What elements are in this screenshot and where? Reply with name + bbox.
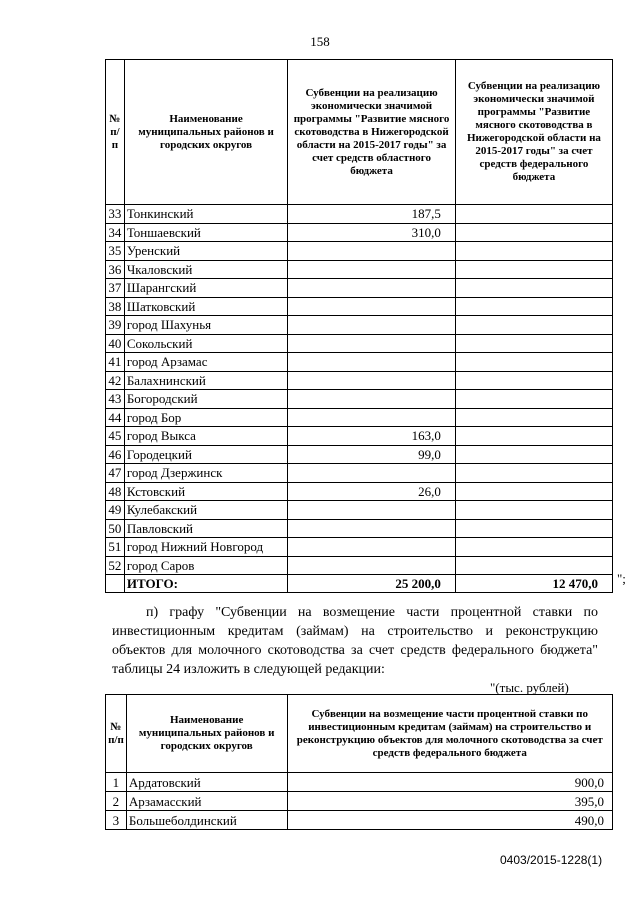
table-row bbox=[106, 260, 613, 279]
table-row bbox=[106, 445, 613, 464]
table-row bbox=[106, 538, 613, 557]
row-name: Кулебакский bbox=[124, 501, 287, 520]
row-name: город Выкса bbox=[124, 427, 287, 446]
header-num: № п/п bbox=[106, 60, 125, 205]
row-name: Тоншаевский bbox=[124, 223, 287, 242]
total-row bbox=[106, 575, 613, 593]
row-num: 34 bbox=[106, 223, 125, 242]
row-num: 52 bbox=[106, 556, 125, 575]
row-num: 33 bbox=[106, 205, 125, 224]
row-federal bbox=[455, 538, 612, 557]
row-name: Кстовский bbox=[124, 482, 287, 501]
subsidy-table-dairy-cattle bbox=[105, 694, 613, 830]
row-name: Шатковский bbox=[124, 297, 287, 316]
total-federal: 12 470,0 bbox=[455, 575, 612, 593]
row-federal bbox=[455, 223, 612, 242]
amendment-text: п) графу "Субвенции на возмещение части процентной ставки по инвестиционным кредитам (займам) на строительство и реконструкцию объектов для молочного скотоводства за счет средств федерального бюджета" таблицы 24 изложить в следующей редакции: bbox=[112, 605, 598, 677]
row-name: Ардатовский bbox=[126, 773, 287, 792]
row-federal bbox=[455, 482, 612, 501]
row-value: 490,0 bbox=[287, 811, 613, 830]
row-federal bbox=[455, 427, 612, 446]
row-num: 44 bbox=[106, 408, 125, 427]
row-num: 35 bbox=[106, 242, 125, 261]
units-label: "(тыс. рублей) bbox=[490, 680, 569, 695]
row-num: 40 bbox=[106, 334, 125, 353]
row-name: Арзамасский bbox=[126, 792, 287, 811]
row-regional bbox=[288, 242, 456, 261]
total-label: ИТОГО: bbox=[124, 575, 287, 593]
row-num: 41 bbox=[106, 353, 125, 372]
row-name: город Саров bbox=[124, 556, 287, 575]
row-num: 38 bbox=[106, 297, 125, 316]
row-name: Чкаловский bbox=[124, 260, 287, 279]
row-num: 51 bbox=[106, 538, 125, 557]
row-federal bbox=[455, 260, 612, 279]
row-name: Уренский bbox=[124, 242, 287, 261]
row-regional bbox=[288, 316, 456, 335]
row-federal bbox=[455, 464, 612, 483]
row-federal bbox=[455, 334, 612, 353]
row-federal bbox=[455, 242, 612, 261]
row-num: 39 bbox=[106, 316, 125, 335]
header-federal: Субвенции на реализацию экономически значимой программы "Развитие мясного скотоводства в Нижегородской области на 2015-2017 годы" за счет средств федерального бюджета bbox=[455, 60, 612, 205]
table-row bbox=[106, 334, 613, 353]
row-num: 45 bbox=[106, 427, 125, 446]
row-regional: 163,0 bbox=[288, 427, 456, 446]
row-regional bbox=[288, 297, 456, 316]
table-row bbox=[106, 464, 613, 483]
row-num: 46 bbox=[106, 445, 125, 464]
table-row bbox=[106, 390, 613, 409]
total-num-cell bbox=[106, 575, 125, 593]
row-regional bbox=[288, 538, 456, 557]
row-num: 50 bbox=[106, 519, 125, 538]
total-regional: 25 200,0 bbox=[288, 575, 456, 593]
row-regional bbox=[288, 556, 456, 575]
row-federal bbox=[455, 353, 612, 372]
row-name: Тонкинский bbox=[124, 205, 287, 224]
table-row bbox=[106, 316, 613, 335]
row-federal bbox=[455, 445, 612, 464]
row-regional: 99,0 bbox=[288, 445, 456, 464]
subsidy-table-meat-cattle bbox=[105, 59, 613, 593]
table-row bbox=[106, 773, 613, 792]
row-regional: 26,0 bbox=[288, 482, 456, 501]
row-name: город Арзамас bbox=[124, 353, 287, 372]
row-federal bbox=[455, 279, 612, 298]
row-name: Павловский bbox=[124, 519, 287, 538]
row-name: Большеболдинский bbox=[126, 811, 287, 830]
row-num: 49 bbox=[106, 501, 125, 520]
row-federal bbox=[455, 205, 612, 224]
row-num: 42 bbox=[106, 371, 125, 390]
row-federal bbox=[455, 371, 612, 390]
table-row bbox=[106, 519, 613, 538]
table-row bbox=[106, 353, 613, 372]
header-value: Субвенции на возмещение части процентной ставки по инвестиционным кредитам (займам) на строительство и реконструкцию объектов для молочного скотоводства за счет средств федерального бюджета bbox=[287, 695, 613, 773]
row-name: Городецкий bbox=[124, 445, 287, 464]
row-federal bbox=[455, 519, 612, 538]
table-row bbox=[106, 205, 613, 224]
row-num: 2 bbox=[106, 792, 127, 811]
row-regional bbox=[288, 408, 456, 427]
row-regional bbox=[288, 334, 456, 353]
row-num: 47 bbox=[106, 464, 125, 483]
table-row bbox=[106, 371, 613, 390]
row-num: 3 bbox=[106, 811, 127, 830]
row-num: 48 bbox=[106, 482, 125, 501]
document-code: 0403/2015-1228(1) bbox=[500, 853, 603, 867]
row-regional bbox=[288, 519, 456, 538]
table-row bbox=[106, 501, 613, 520]
header-num: № п/п bbox=[106, 695, 127, 773]
amendment-paragraph bbox=[112, 603, 598, 679]
header-name: Наименование муниципальных районов и городских округов bbox=[126, 695, 287, 773]
table-row bbox=[106, 242, 613, 261]
row-name: Сокольский bbox=[124, 334, 287, 353]
table-row bbox=[106, 297, 613, 316]
row-value: 395,0 bbox=[287, 792, 613, 811]
row-regional bbox=[288, 353, 456, 372]
row-regional bbox=[288, 501, 456, 520]
row-num: 1 bbox=[106, 773, 127, 792]
row-name: город Дзержинск bbox=[124, 464, 287, 483]
row-federal bbox=[455, 316, 612, 335]
row-federal bbox=[455, 390, 612, 409]
row-federal bbox=[455, 501, 612, 520]
table-row bbox=[106, 556, 613, 575]
row-regional bbox=[288, 464, 456, 483]
row-federal bbox=[455, 556, 612, 575]
row-federal bbox=[455, 408, 612, 427]
row-name: город Шахунья bbox=[124, 316, 287, 335]
table-row bbox=[106, 408, 613, 427]
row-num: 37 bbox=[106, 279, 125, 298]
table-row bbox=[106, 792, 613, 811]
row-name: Балахнинский bbox=[124, 371, 287, 390]
row-federal bbox=[455, 297, 612, 316]
table-row bbox=[106, 811, 613, 830]
row-value: 900,0 bbox=[287, 773, 613, 792]
page-number: 158 bbox=[310, 34, 330, 49]
header-regional: Субвенции на реализацию экономически значимой программы "Развитие мясного скотоводства в Нижегородской области на 2015-2017 годы" за счет средств областного бюджета bbox=[288, 60, 456, 205]
row-name: город Нижний Новгород bbox=[124, 538, 287, 557]
row-num: 36 bbox=[106, 260, 125, 279]
row-name: Шарангский bbox=[124, 279, 287, 298]
row-regional bbox=[288, 390, 456, 409]
table-row bbox=[106, 279, 613, 298]
table-row bbox=[106, 223, 613, 242]
row-regional bbox=[288, 260, 456, 279]
row-regional: 187,5 bbox=[288, 205, 456, 224]
row-name: город Бор bbox=[124, 408, 287, 427]
table-row bbox=[106, 427, 613, 446]
closing-quote: "; bbox=[617, 571, 626, 586]
row-regional: 310,0 bbox=[288, 223, 456, 242]
table-row bbox=[106, 482, 613, 501]
row-regional bbox=[288, 279, 456, 298]
row-name: Богородский bbox=[124, 390, 287, 409]
row-regional bbox=[288, 371, 456, 390]
row-num: 43 bbox=[106, 390, 125, 409]
header-name: Наименование муниципальных районов и городских округов bbox=[124, 60, 287, 205]
